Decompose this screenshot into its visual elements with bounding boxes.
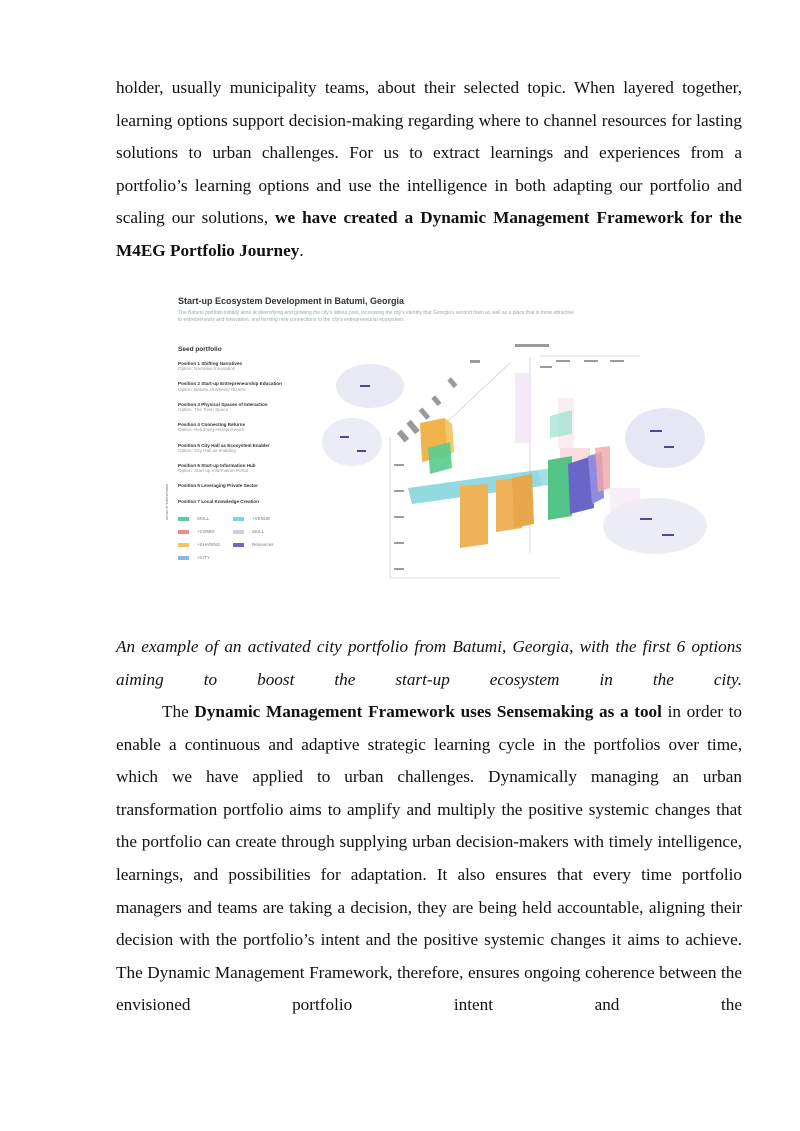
position-item: Position 3 Physical Spaces of Interaction Option: The Town Space: [178, 401, 268, 413]
position-item: Position 5 City Hall as Ecosystem Enabler Option: City Hall as enabling: [178, 442, 270, 453]
legend-item: +VENUE: [233, 516, 288, 521]
position-item: Position 2 Start-up Entrepreneurship Education Option: Batumi University Bizarre: [178, 381, 282, 392]
paragraph-1: [116, 72, 742, 268]
paragraph-2: [116, 696, 742, 1055]
legend-item: SKILL: [178, 516, 233, 521]
position-item: Position 5 Leveraging Private Sector: [178, 483, 258, 489]
paragraph-1-end: .: [299, 240, 304, 260]
paragraph-2-bold: Dynamic Management Framework uses Sensemaking as a tool: [194, 702, 662, 721]
legend-item: SKILL: [233, 529, 288, 534]
paragraph-1-bold: we have created a Dynamic Management Framework for the M4EG Portfolio Journey: [116, 208, 742, 260]
portfolio-figure: [160, 288, 720, 594]
seed-portfolio-heading: Seed portfolio: [178, 346, 222, 353]
legend: [178, 512, 308, 564]
paragraph-1-text: holder, usually municipality teams, about their selected topic. When layered together, learning options support decision-making regarding where to channel resources for lasting solutions to urban challenges. For us to extract learnings and experiences from a portfolio’s learning options and use the intelligence in both adapting our portfolio and scaling our solutions,: [116, 78, 742, 228]
legend-item: Resources: [233, 542, 288, 547]
figure-description: The Batumi portfolio initially aims at diversifying and growing the city's labour pool, increasing the city's identity that Georgia's second town as well as a place that is more attractive to entrepreneurs and innovation, and forming new connections to the city's entrepreneurial ecosystem.: [178, 310, 574, 323]
portfolio-visualization: [310, 338, 720, 588]
paragraph-2-lead: The: [162, 702, 195, 721]
position-item: Position 1 Shifting Narratives Option: Narrative Innovation: [178, 361, 243, 372]
paragraph-2-text: in order to enable a continuous and adaptive strategic learning cycle in the portfolios over time, which we have applied to urban challenges. Dynamically managing an urban transformation portfolio aims to amplify and multiply the positive systemic changes that the portfolio can create through supplying urban decision-makers with timely intelligence, learnings, and possibilities for adaptation. It also ensures that every time portfolio managers and teams are taking a decision, they are being held accountable, aligning their decision with the portfolio’s intent and the positive systemic changes it aims to achieve. The Dynamic Management Framework, therefore, ensures ongoing coherence between the envisioned portfolio intent and the: [116, 702, 742, 1015]
legend-item: +CITY: [178, 555, 233, 560]
figure-caption: An example of an activated city portfolio from Batumi, Georgia, with the first 6 options aiming to boost the start-up ecosystem in the city.: [116, 637, 742, 689]
position-item: Position 7 Local Knowledge Creation: [178, 498, 259, 504]
position-item: Position 6 Start-up Information Hub Option: Start-up Information Portal: [178, 463, 256, 474]
legend-side-label: areas of intervention: [164, 483, 169, 520]
seed-portfolio-list: [178, 346, 308, 514]
legend-item: +COMM: [178, 529, 233, 534]
figure-title: Start-up Ecosystem Development in Batumi, Georgia: [178, 296, 405, 306]
body-text-top: [116, 72, 742, 268]
body-text-bottom: [116, 696, 742, 1055]
legend-item: +SHARING: [178, 542, 233, 547]
position-item: Position 4 Connecting Returns Option: Returning entrepreneurs: [178, 422, 246, 433]
